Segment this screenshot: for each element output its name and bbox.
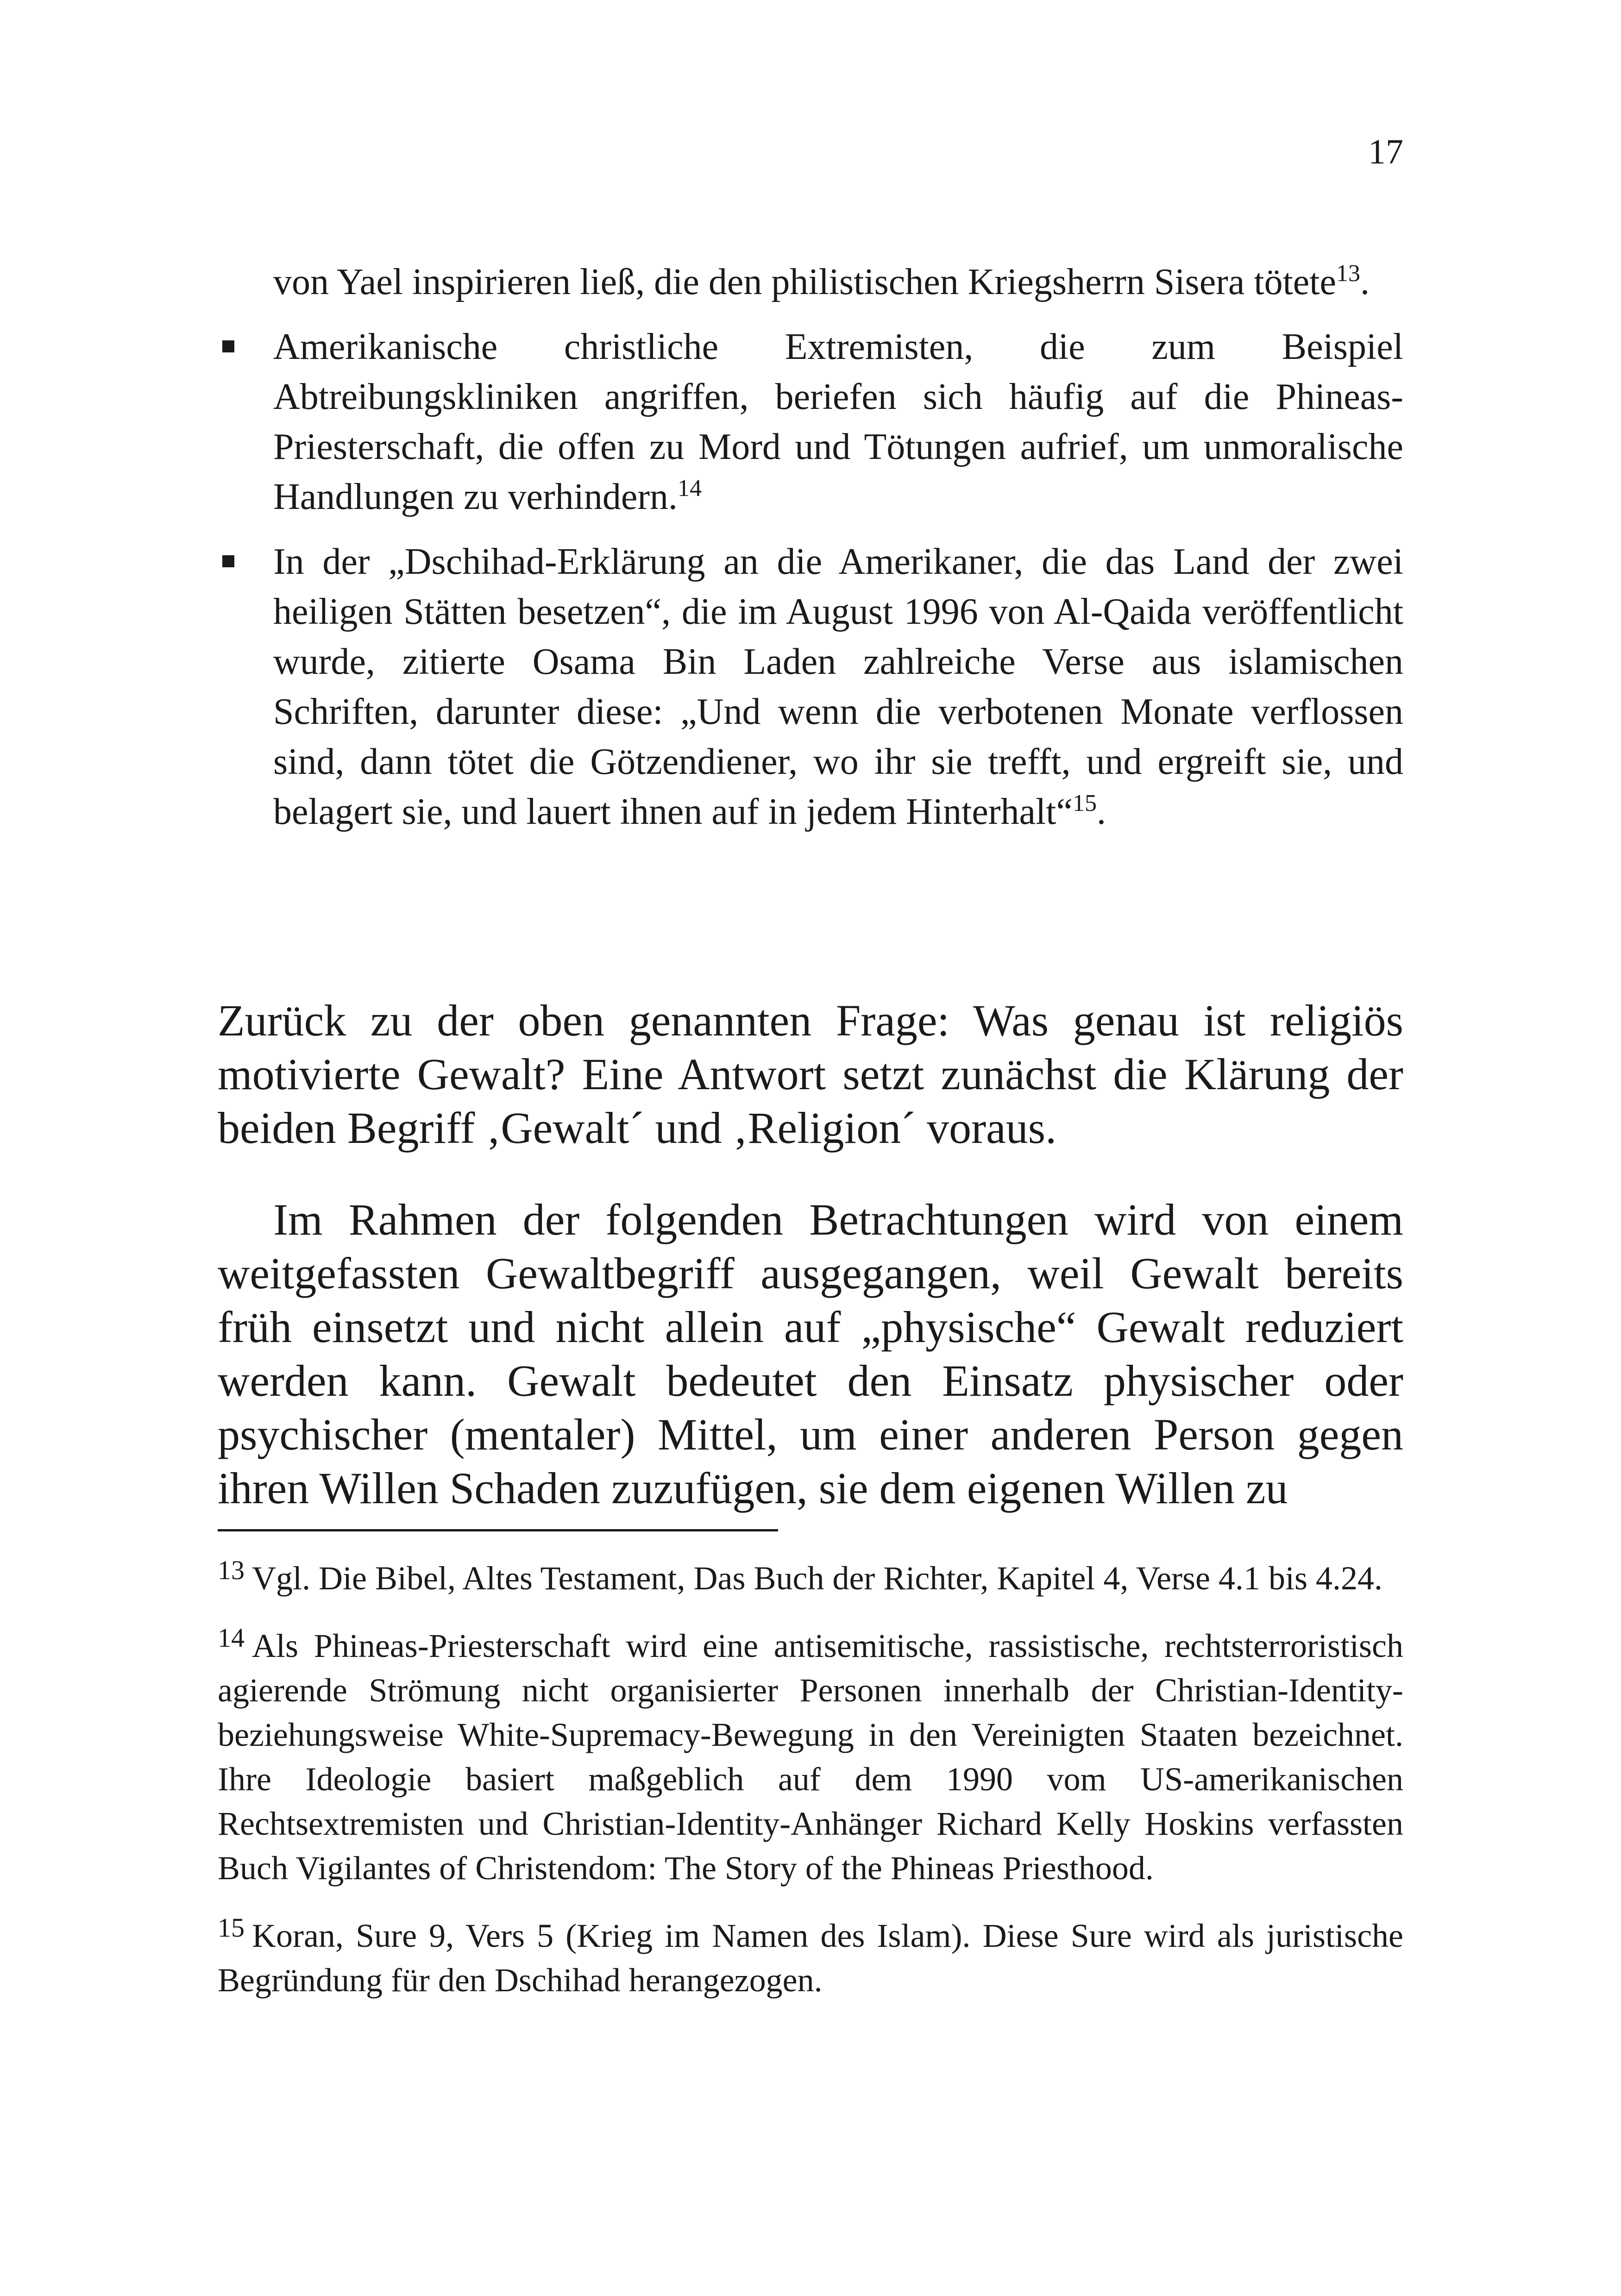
footnote-ref[interactable]: 14 <box>678 475 702 502</box>
footnote-number: 13 <box>218 1555 245 1585</box>
list-item <box>218 257 1403 307</box>
footnote-ref[interactable]: 15 <box>1073 790 1097 816</box>
list-item-punctuation: . <box>1360 262 1370 302</box>
list-item <box>218 537 1403 837</box>
footnote <box>218 1556 1403 1600</box>
footnote-text: Koran, Sure 9, Vers 5 (Krieg im Namen des Islam). Diese Sure wird als juristische Begründung für den Dschihad herangezogen. <box>218 1917 1403 1999</box>
footnote-number: 15 <box>218 1913 245 1943</box>
list-item-punctuation: . <box>1097 791 1106 832</box>
footnote-text: Vgl. Die Bibel, Altes Testament, Das Buch der Richter, Kapitel 4, Verse 4.1 bis 4.24. <box>252 1560 1383 1597</box>
body-paragraph: Im Rahmen der folgenden Betrachtungen wird von einem weitgefassten Gewaltbegriff ausgegangen, weil Gewalt bereits früh einsetzt und nicht allein auf „physische“ Gewalt reduziert werden kann. Gewalt bedeutet den Einsatz physischer oder psychischer (mentaler) Mittel, um einer anderen Person gegen ihren Willen Schaden zuzufügen, sie dem eigenen Willen zu <box>218 1195 1403 1513</box>
list-item-text: von Yael inspirieren ließ, die den philistischen Kriegsherrn Sisera tötete <box>273 262 1337 302</box>
footnote-number: 14 <box>218 1623 245 1653</box>
list-item <box>218 322 1403 522</box>
bullet-list <box>218 257 1403 852</box>
bullet-square-icon <box>222 555 234 567</box>
list-item-text: In der „Dschihad-Erklärung an die Amerikaner, die das Land der zwei heiligen Stätten besetzen“, die im August 1996 von Al-Qaida veröffentlicht wurde, zitierte Osama Bin Laden zahlreiche Verse aus islamischen Schriften, darunter diese: „Und wenn die verbotenen Monate verflossen sind, dann tötet die Götzendiener, wo ihr sie trefft, und ergreift sie, und belagert sie, und lauert ihnen auf in jedem Hinterhalt“ <box>273 541 1403 832</box>
footnote-text: Als Phineas-Priesterschaft wird eine antisemitische, rassistische, rechtsterroristisch agierende Strömung nicht organisierter Personen innerhalb der Christian-Identity- beziehungsweise White-Supremacy-Bewegung in den Vereinigten Staaten bezeichnet. Ihre Ideologie basiert maßgeblich auf dem 1990 vom US-amerikanischen Rechtsextremisten und Christian-Identity-Anhänger Richard Kelly Hoskins verfassten Buch Vigilantes of Christendom: The Story of the Phineas Priesthood. <box>218 1627 1403 1887</box>
footnote <box>218 1624 1403 1890</box>
footnote-ref[interactable]: 13 <box>1336 260 1361 287</box>
footnote <box>218 1913 1403 2002</box>
footnotes <box>218 1556 1403 2026</box>
footnote-divider <box>218 1529 778 1531</box>
list-item-text: Amerikanische christliche Extremisten, die zum Beispiel Abtreibungskliniken angriffen, beriefen sich häufig auf die Phineas-Priesterschaft, die offen zu Mord und Tötungen aufrief, um unmoralische Handlungen zu verhindern. <box>273 326 1403 517</box>
bullet-square-icon <box>222 340 234 352</box>
page-number: 17 <box>1368 132 1403 171</box>
body-paragraph: Zurück zu der oben genannten Frage: Was genau ist religiös motivierte Gewalt? Eine Antwort setzt zunächst die Klärung der beiden Begriff ‚Gewalt´ und ‚Religion´ voraus. <box>218 996 1403 1153</box>
